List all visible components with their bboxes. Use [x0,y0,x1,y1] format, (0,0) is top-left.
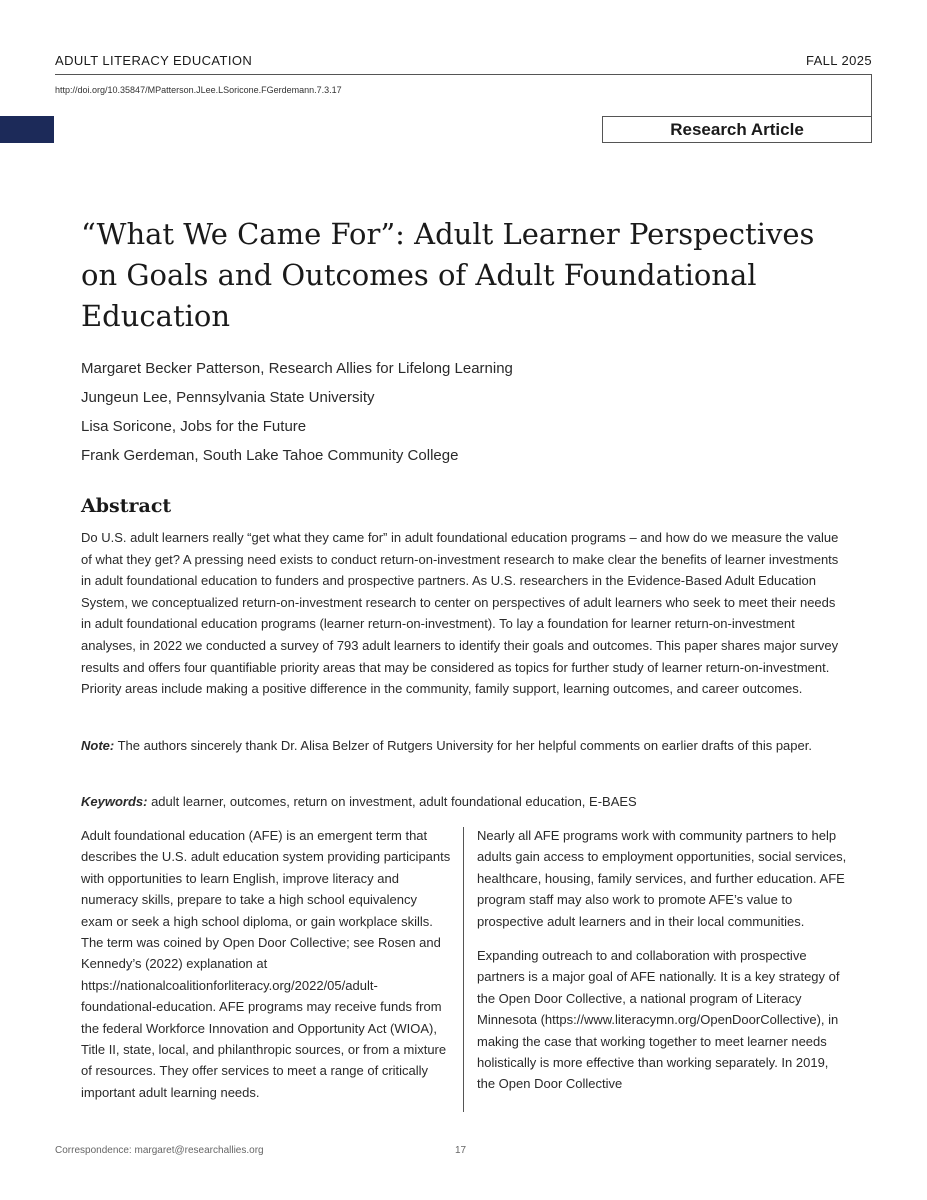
column-divider [463,827,464,1112]
body-paragraph: Nearly all AFE programs work with community partners to help adults gain access to employment opportunities, social services, healthcare, housing, family services, and further education. AFE program staff may also work to promote AFE’s value to prospective adult learners and in their local communities. [477,828,847,929]
author-item: Jungeun Lee, Pennsylvania State University [81,389,375,406]
doi-link[interactable]: http://doi.org/10.35847/MPatterson.JLee.LSoricone.FGerdemann.7.3.17 [55,85,342,95]
abstract-text: Do U.S. adult learners really “get what they came for” in adult foundational education programs – and how do we measure the value of what they get? A pressing need exists to conduct return-on-investment research to make clear the benefits of learner investments in adult foundational education to funders and prospective partners. As U.S. researchers in the Evidence-Based Adult Education System, we conceptualized return-on-investment research to center on perspectives of adult learners who seek to meet their needs in adult foundational education programs (learner return-on-investment). To lay a foundation for learner return-on-investment analyses, in 2022 we conducted a survey of 793 adult learners to identify their goals and outcomes. This paper shares major survey results and offers four quantifiable priority areas that may be considered as topics for further study of learner return-on-investment. Priority areas include making a positive difference in the community, family support, learning outcomes, and career outcomes. [81,530,839,697]
author-item: Frank Gerdeman, South Lake Tahoe Community College [81,447,459,464]
keywords-label: Keywords: [81,794,148,809]
header-vertical-divider [871,74,872,118]
body-column-left [81,825,451,1116]
correspondence-email[interactable]: Correspondence: margaret@researchallies.org [55,1145,264,1156]
author-list [81,354,513,470]
body-paragraph: Adult foundational education (AFE) is an emergent term that describes the U.S. adult education system providing participants with opportunities to learn English, improve literacy and numeracy skills, prepare to take a high school equivalency exam or seek a high school diploma, or gain workplace skills. The term was coined by Open Door Collective; see Rosen and Kennedy’s (2022) explanation at https://nationalcoalitionforliteracy.org/2022/05/adult-foundational-education. AFE programs may receive funds from the federal Workforce Innovation and Opportunity Act (WIOA), Title II, state, local, and philanthropic sources, or from a mixture of resources. They offer services to meet a range of critically important adult learning needs. [81,828,451,1100]
article-type-label: Research Article [602,116,872,143]
author-item: Margaret Becker Patterson, Research Allies for Lifelong Learning [81,360,513,377]
article-title: “What We Came For”: Adult Learner Perspectives on Goals and Outcomes of Adult Foundational Education [81,217,815,333]
body-column-right [477,825,847,1108]
header-divider [55,74,872,75]
accent-block [0,116,54,143]
acknowledgement-note [81,735,847,757]
page-number: 17 [455,1145,467,1156]
note-text: The authors sincerely thank Dr. Alisa Belzer of Rutgers University for her helpful comments on earlier drafts of this paper. [114,738,812,753]
note-label: Note: [81,738,115,753]
keywords-text: adult learner, outcomes, return on investment, adult foundational education, E-BAES [147,794,637,809]
body-paragraph: Expanding outreach to and collaboration with prospective partners is a major goal of AFE nationally. It is a key strategy of the Open Door Collective, a national program of Literacy Minnesota (https://www.literacymn.org/OpenDoorCollective), in making the case that working together to meet learner needs holistically is more effective than working separately. In 2019, the Open Door Collective [477,948,840,1092]
abstract-heading: Abstract [81,495,172,517]
author-item: Lisa Soricone, Jobs for the Future [81,418,307,435]
issue-date: FALL 2025 [805,53,872,68]
keywords [81,791,847,813]
journal-name: ADULT LITERACY EDUCATION [55,53,253,68]
